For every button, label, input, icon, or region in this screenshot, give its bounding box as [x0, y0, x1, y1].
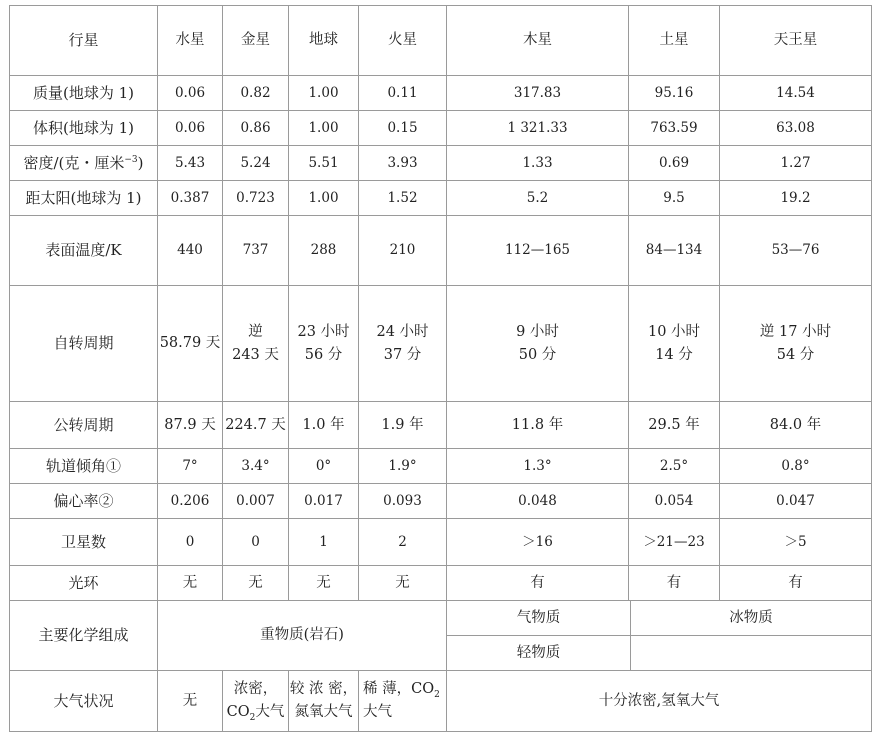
- table-row-density: [10, 146, 872, 181]
- table-cell: 5.24: [223, 146, 289, 181]
- table-cell: 0: [223, 519, 289, 566]
- table-row-rotation: [10, 286, 872, 402]
- row-label-distance: 距太阳(地球为 1): [10, 181, 158, 216]
- table-cell: 2: [359, 519, 447, 566]
- table-cell: 5.51: [289, 146, 359, 181]
- table-cell: 1.33: [447, 146, 629, 181]
- row-label-density: 密度/(克・厘米$^{-3}$): [10, 146, 158, 181]
- table-cell: 0.054: [629, 484, 720, 519]
- table-cell: 5.43: [158, 146, 223, 181]
- row-label-atmosphere: 大气状况: [10, 671, 158, 732]
- table-cell: 112—165: [447, 216, 629, 286]
- row-label-inclination: 轨道倾角①: [10, 449, 158, 484]
- table-cell: 58.79 天: [158, 286, 223, 402]
- table-cell: 3.93: [359, 146, 447, 181]
- row-label-temperature: 表面温度/K: [10, 216, 158, 286]
- header-cell-jupiter: 木星: [447, 6, 629, 76]
- atmosphere-outer: 十分浓密,氢氧大气: [447, 671, 872, 732]
- row-label-rotation: 自转周期: [10, 286, 158, 402]
- table-cell: 0.093: [359, 484, 447, 519]
- table-cell: 737: [223, 216, 289, 286]
- table-cell: 2.5°: [629, 449, 720, 484]
- row-label-satellites: 卫星数: [10, 519, 158, 566]
- table-cell: 无: [158, 566, 223, 601]
- atmosphere-earth: 较 浓 密， 氮氧大气: [289, 671, 359, 732]
- header-cell-mars: 火星: [359, 6, 447, 76]
- table-cell: 0.06: [158, 76, 223, 111]
- table-cell: 1 321.33: [447, 111, 629, 146]
- table-cell: 84—134: [629, 216, 720, 286]
- row-label-mass: 质量(地球为 1): [10, 76, 158, 111]
- table-cell: 0.723: [223, 181, 289, 216]
- table-cell: 84.0 年: [720, 402, 872, 449]
- header-row: [10, 6, 872, 76]
- table-cell: 29.5 年: [629, 402, 720, 449]
- header-cell-mercury: 水星: [158, 6, 223, 76]
- planet-data-table: [9, 5, 872, 732]
- header-cell-earth: 地球: [289, 6, 359, 76]
- table-cell: 87.9 天: [158, 402, 223, 449]
- table-cell: 0.206: [158, 484, 223, 519]
- table-cell: 19.2: [720, 181, 872, 216]
- table-cell: 0.69: [629, 146, 720, 181]
- table-cell: ＞21—23: [629, 519, 720, 566]
- table-cell: 10 小时 14 分: [629, 286, 720, 402]
- table-cell: 0.047: [720, 484, 872, 519]
- row-label-eccentricity: 偏心率②: [10, 484, 158, 519]
- table-cell: 1.9°: [359, 449, 447, 484]
- table-cell: 1.3°: [447, 449, 629, 484]
- table-row-mass: [10, 76, 872, 111]
- table-cell: 224.7 天: [223, 402, 289, 449]
- table-cell: 无: [289, 566, 359, 601]
- atmosphere-mars: 稀 薄，$CO_2$ 大气: [359, 671, 447, 732]
- table-cell: 0.8°: [720, 449, 872, 484]
- table-cell: 1.27: [720, 146, 872, 181]
- table-cell: 24 小时 37 分: [359, 286, 447, 402]
- table-cell: 无: [359, 566, 447, 601]
- table-cell: ＞5: [720, 519, 872, 566]
- table-row-eccentricity: [10, 484, 872, 519]
- table-cell: 9 小时 50 分: [447, 286, 629, 402]
- table-cell: 0.007: [223, 484, 289, 519]
- table-row-rings: [10, 566, 872, 601]
- table-cell: 1.52: [359, 181, 447, 216]
- table-cell: 440: [158, 216, 223, 286]
- table-cell: 0.15: [359, 111, 447, 146]
- table-row-orbit: [10, 402, 872, 449]
- atmosphere-venus: 浓密， $CO_2$大气: [223, 671, 289, 732]
- table-cell: 23 小时 56 分: [289, 286, 359, 402]
- table-row-atmosphere: [10, 671, 872, 732]
- table-cell: 3.4°: [223, 449, 289, 484]
- row-label-rings: 光环: [10, 566, 158, 601]
- table-cell: 1: [289, 519, 359, 566]
- table-cell: 0.017: [289, 484, 359, 519]
- row-label-orbit: 公转周期: [10, 402, 158, 449]
- table-cell: 0.048: [447, 484, 629, 519]
- table-cell: 0.82: [223, 76, 289, 111]
- table-cell: 0.86: [223, 111, 289, 146]
- header-cell-planet: 行星: [10, 6, 158, 76]
- table-cell: 无: [223, 566, 289, 601]
- table-cell: 1.0 年: [289, 402, 359, 449]
- header-cell-saturn: 土星: [629, 6, 720, 76]
- row-label-composition: 主要化学组成: [10, 601, 158, 671]
- table-row-satellites: [10, 519, 872, 566]
- table-cell: 逆 243 天: [223, 286, 289, 402]
- composition-light: 轻物质: [447, 636, 631, 671]
- table-cell: 14.54: [720, 76, 872, 111]
- table-cell: 1.00: [289, 181, 359, 216]
- row-label-volume: 体积(地球为 1): [10, 111, 158, 146]
- table-cell: 63.08: [720, 111, 872, 146]
- table-cell: 0.06: [158, 111, 223, 146]
- table-cell: 0.11: [359, 76, 447, 111]
- table-cell: 317.83: [447, 76, 629, 111]
- table-cell: 有: [447, 566, 629, 601]
- table-cell: 1.9 年: [359, 402, 447, 449]
- table-cell: 5.2: [447, 181, 629, 216]
- table-row-temperature: [10, 216, 872, 286]
- table-cell: 11.8 年: [447, 402, 629, 449]
- table-cell: 210: [359, 216, 447, 286]
- table-row-composition: [10, 601, 872, 636]
- table-cell: 53—76: [720, 216, 872, 286]
- header-cell-uranus: 天王星: [720, 6, 872, 76]
- composition-heavy: 重物质(岩石): [158, 601, 447, 671]
- table-cell: 0°: [289, 449, 359, 484]
- atmosphere-mercury: 无: [158, 671, 223, 732]
- table-row-inclination: [10, 449, 872, 484]
- table-cell: 逆 17 小时 54 分: [720, 286, 872, 402]
- table-cell: 有: [629, 566, 720, 601]
- table-cell: 1.00: [289, 76, 359, 111]
- table-row-volume: [10, 111, 872, 146]
- table-cell: 7°: [158, 449, 223, 484]
- table-cell: 1.00: [289, 111, 359, 146]
- table-cell: 有: [720, 566, 872, 601]
- table-cell: ＞16: [447, 519, 629, 566]
- table-cell: 0: [158, 519, 223, 566]
- table-cell: 0.387: [158, 181, 223, 216]
- composition-ice: 冰物质: [631, 601, 872, 636]
- header-cell-venus: 金星: [223, 6, 289, 76]
- table-cell: 9.5: [629, 181, 720, 216]
- table-cell: 288: [289, 216, 359, 286]
- composition-gas: 气物质: [447, 601, 631, 636]
- composition-empty: [631, 636, 872, 671]
- table-row-distance: [10, 181, 872, 216]
- table-cell: 95.16: [629, 76, 720, 111]
- table-cell: 763.59: [629, 111, 720, 146]
